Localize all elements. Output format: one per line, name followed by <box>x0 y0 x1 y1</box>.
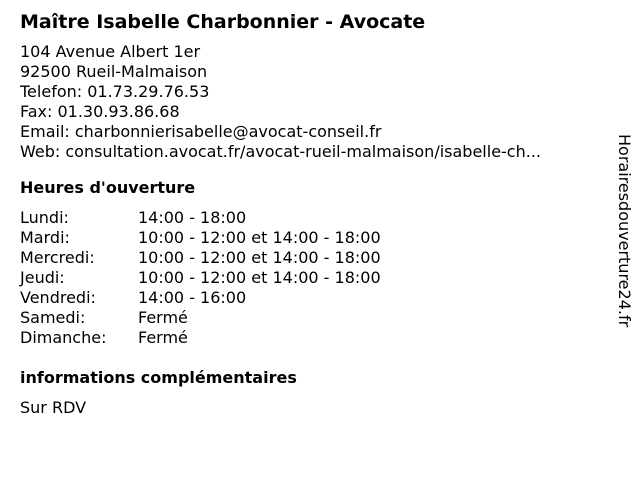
address-line-street: 104 Avenue Albert 1er <box>20 42 201 61</box>
hours-time: 10:00 - 12:00 et 14:00 - 18:00 <box>138 228 381 247</box>
brand-watermark: Horairesdouverture24.fr <box>615 134 634 328</box>
phone-text: Telefon: 01.73.29.76.53 <box>20 82 210 101</box>
info-heading: informations complémentaires <box>20 368 297 387</box>
hours-day: Vendredi: <box>20 288 96 307</box>
page-title: Maître Isabelle Charbonnier - Avocate <box>20 11 426 33</box>
hours-day: Jeudi: <box>20 268 65 287</box>
hours-day: Mercredi: <box>20 248 95 267</box>
hours-row <box>20 308 381 328</box>
fax-text: Fax: 01.30.93.86.68 <box>20 102 180 121</box>
contact-block <box>20 42 605 162</box>
hours-day: Samedi: <box>20 308 86 327</box>
hours-day: Lundi: <box>20 208 69 227</box>
hours-time: 14:00 - 16:00 <box>138 288 247 307</box>
address-line-city: 92500 Rueil-Malmaison <box>20 62 208 81</box>
info-text: Sur RDV <box>20 398 87 417</box>
hours-row <box>20 328 381 348</box>
hours-heading: Heures d'ouverture <box>20 178 196 197</box>
hours-row <box>20 248 381 268</box>
hours-time: 10:00 - 12:00 et 14:00 - 18:00 <box>138 268 381 287</box>
business-card <box>20 10 605 418</box>
hours-row <box>20 228 381 248</box>
hours-time: Fermé <box>138 308 188 327</box>
hours-row <box>20 208 381 228</box>
hours-row <box>20 268 381 288</box>
hours-day: Mardi: <box>20 228 70 247</box>
hours-day: Dimanche: <box>20 328 107 347</box>
hours-time: 14:00 - 18:00 <box>138 208 247 227</box>
hours-table <box>20 208 381 348</box>
hours-time: 10:00 - 12:00 et 14:00 - 18:00 <box>138 248 381 267</box>
email-text: Email: charbonnierisabelle@avocat-conseil.fr <box>20 122 382 141</box>
hours-time: Fermé <box>138 328 188 347</box>
hours-row <box>20 288 381 308</box>
web-text: Web: consultation.avocat.fr/avocat-rueil-malmaison/isabelle-ch... <box>20 142 541 161</box>
